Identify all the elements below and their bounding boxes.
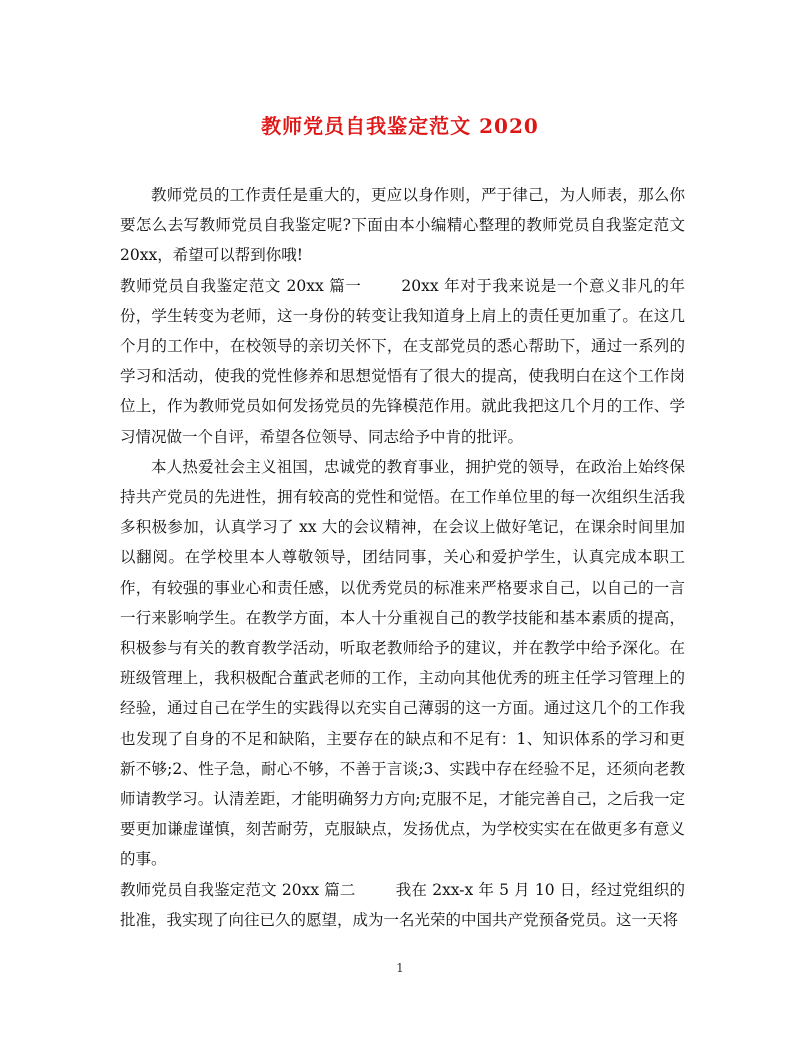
intro-paragraph: 教师党员的工作责任是重大的，更应以身作则，严于律己，为人师表，那么你要怎么去写教师党员自我鉴定呢?下面由本小编精心整理的教师党员自我鉴定范文 20xx，希望可以帮到你哦! (120, 186, 685, 265)
section-1-paragraph-2: 本人热爱社会主义祖国，忠诚党的教育事业，拥护党的领导，在政治上始终保持共产党员的先进性，拥有较高的党性和觉悟。在工作单位里的每一次组织生活我多积极参加，认真学习了 xx 大的会议精神，在会议上做好笔记，在课余时间里加以翻阅。在学校里本人尊敬领导，团结同事，关心和爱护学生，认真完成本职工作，有较强的事业心和责任感，以优秀党员的标准来严格要求自己，以自己的一言一行来影响学生。在教学方面，本人十分重视自己的教学技能和基本素质的提高，积极参与有关的教育教学活动，听取老教师给予的建议，并在教学中给予深化。在班级管理上，我积极配合董武老师的工作，主动向其他优秀的班主任学习管理上的经验，通过自己在学生的实践得以充实自己薄弱的这一方面。通过这几个的工作我也发现了自身的不足和缺陷，主要存在的缺点和不足有：1、知识体系的学习和更新不够;2、性子急，耐心不够，不善于言谈;3、实践中存在经验不足，还须向老教师请教学习。认清差距，才能明确努力方向;克服不足，才能完善自己，之后我一定要更加谦虚谨慎，刻苦耐劳，克服缺点，发扬优点，为学校实实在在做更多有意义的事。 (120, 457, 685, 869)
section-1-heading: 教师党员自我鉴定范文 20xx 篇一 (120, 276, 362, 295)
document-body (120, 180, 685, 935)
section-2-paragraph (120, 875, 685, 935)
section-1-first-text: 20xx 年对于我来说是一个意义非凡的年份，学生转变为老师，这一身份的转变让我知道身上肩上的责任更加重了。在这几个月的工作中，在校领导的亲切关怀下，在支部党员的悉心帮助下，通过一系列的学习和活动，使我的党性修养和思想觉悟有了很大的提高，使我明白在这个工作岗位上，作为教师党员如何发扬党员的先锋模范作用。就此我把这几个月的工作、学习情况做一个自评，希望各位领导、同志给予中肯的批评。 (120, 276, 686, 446)
section-2-heading: 教师党员自我鉴定范文 20xx 篇二 (120, 880, 356, 899)
section-1-paragraph (120, 271, 685, 452)
page-number: 1 (396, 961, 404, 975)
document-title: 教师党员自我鉴定范文 2020 (261, 114, 539, 138)
section-2-first-text: 我在 2xx-x 年 5 月 10 日，经过党组织的批准，我实现了向往已久的愿望，成为一名光荣的中国共产党预备党员。这一天将 (120, 880, 686, 929)
